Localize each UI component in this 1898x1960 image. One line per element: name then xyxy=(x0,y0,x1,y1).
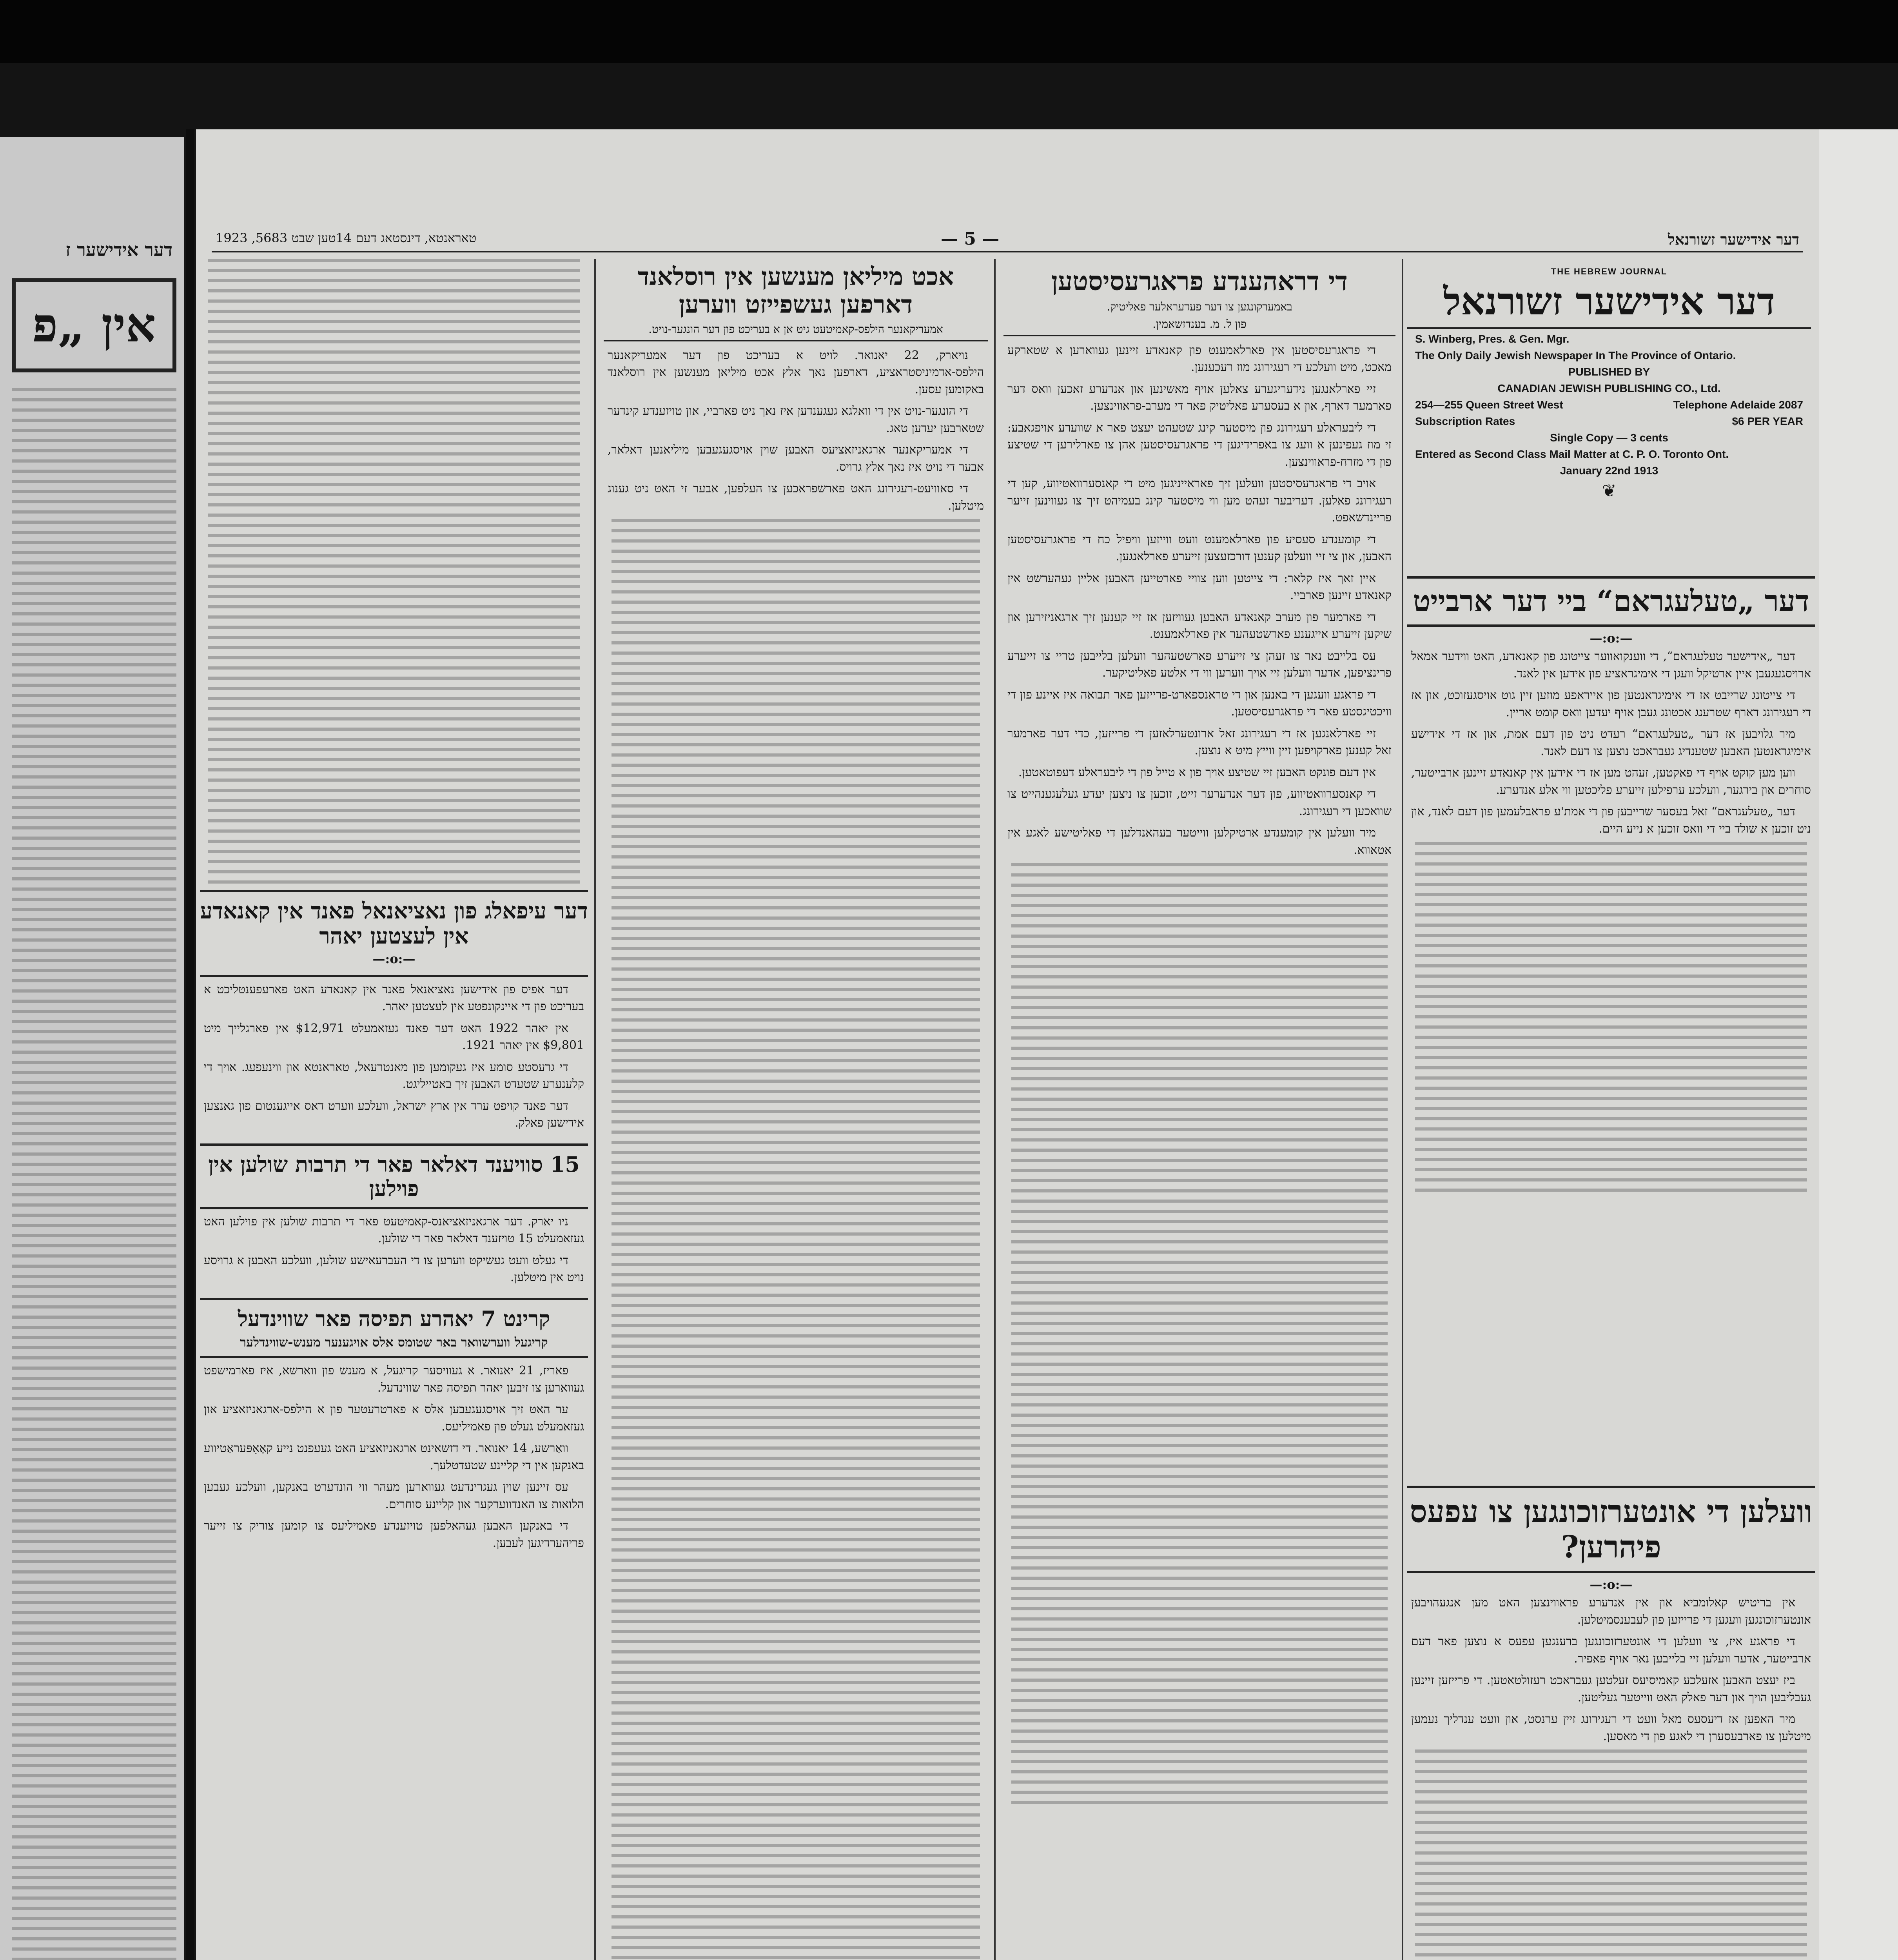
article-telegram xyxy=(1407,572,1815,1195)
paragraph: זיי פארלאנגען נידעריגערע צאלען אויף מאשינען און אנדערע זאכען וואס דער פארמער דארף, און א בעסערע פאליטיק פאר די מערב-פראווינצען. xyxy=(1007,382,1392,413)
paragraph: די ליבעראלע רעגירונג פון מיסטער קינג שטעהט יעצט פאר א שווערע אויפגאבע: זי מוז געפינען א וועג צו באפרידיגען די פראגרעסיסטען אהן צו פארלירען די שטיצע פון די מזרח-פראווינצען. xyxy=(1007,421,1392,469)
paragraph: אויב די פראגרעסיסטען וועלען זיך פאראייניגען מיט די קאנסערוואטיווע, קען די רעגירונג פאלען. דעריבער זעהט מען ווי מיסטער קינג בעמיהט זיך צו געווינען זייער פריינדשאפט. xyxy=(1007,477,1392,525)
masthead-rates-value: $6 PER YEAR xyxy=(1732,415,1803,427)
masthead-rates-label: Subscription Rates xyxy=(1415,415,1515,427)
paragraph: די אמעריקאנער ארגאניזאציעס האבען שוין אויסגעגעבען מיליאנען דאלאר, אבער די נויט איז נאך אלץ גרויס. xyxy=(608,443,984,474)
column-rule xyxy=(594,259,596,1960)
masthead-published-by: PUBLISHED BY xyxy=(1568,366,1650,378)
header-paper-name: דער אידישער זשורנאל xyxy=(1668,230,1799,248)
paragraph: אין בריטיש קאלומביא און אין אנדערע פראווינצען האט מען אנגעהויבען אונטערזוכונגען וועגען די פרייזען פון לעבענסמיטלען. xyxy=(1411,1596,1811,1627)
masthead-company: CANADIAN JEWISH PUBLISHING CO., Ltd. xyxy=(1497,382,1721,394)
running-header xyxy=(212,227,1803,252)
masthead-date: January 22nd 1913 xyxy=(1560,465,1658,477)
header-page-number: — 5 — xyxy=(941,229,1000,249)
article-telegram-body xyxy=(1407,648,1815,837)
paragraph: די פארמער פון מערב קאנאדע האבען געוויזען אז זיי קענען זיך ארגאניזירען און שיקען זייערע אייגענע פארשטעהער אין פארלאמענט. xyxy=(1007,610,1392,641)
paragraph: די באנקען האבען געהאלפען טויזענדע פאמיליעס צו קומען צוריק צו זייער פריהערדיגען לעבען. xyxy=(204,1519,584,1550)
article-progressives-byline: פון ל. מ. בענדזשאמין. xyxy=(1152,317,1247,330)
article-interventions-headline: וועלען די אונטערזוכונגען צו עפעס פיהרען? xyxy=(1410,1494,1813,1565)
header-date-line: טאראנטא, דינסטאג דעם 14טען שבט 5683, 1923 xyxy=(216,230,477,245)
paragraph: עס זיינען שוין געגרינדעט געווארען מעהר ווי הונדערט באנקען, וועלכע געבען הלואות צו האנדווערקער און קליינע סוחרים. xyxy=(204,1480,584,1511)
article-tarbut-schools-body xyxy=(200,1213,588,1286)
article-interventions-body xyxy=(1407,1594,1815,1745)
article-national-fund-headline: דער עיפאלג פון נאציאנאל פאנד אין קאנאדע אין לעצטען יאהר xyxy=(200,898,588,949)
masthead-ornament: ❦ xyxy=(1602,481,1617,501)
article-national-fund-body xyxy=(200,981,588,1132)
masthead-editor: S. Winberg, Pres. & Gen. Mgr. xyxy=(1415,333,1570,345)
paragraph: וואַרשע, 14 יאנואר. די דזשאינט ארגאניזאציע האט געעפנט נייע קאָאָפּעראַטיווע באנקען אין די קליינע שטעדטלעך. xyxy=(204,1441,584,1472)
column-top-text xyxy=(208,259,580,886)
column-famine xyxy=(604,259,988,1960)
paragraph: זיי פארלאנגען אז די רעגירונג זאל ארונטערלאזען די פרייזען, כדי דער פארמער זאל קענען פארקויפען זיין ווייץ מיט א נוצען. xyxy=(1007,726,1392,758)
paragraph: אין דעם פונקט האבען זיי שטיצע אויך פון א טייל פון די ליבעראלע דעפוטאטען. xyxy=(1018,765,1376,779)
paragraph: אין יאהר 1922 האט דער פאנד געזאמעלט $12,971 אין פארגלייך מיט $9,801 אין יאהר 1921. xyxy=(204,1021,584,1053)
article-swindle-body xyxy=(200,1362,588,1552)
article-interventions-continuation xyxy=(1415,1749,1807,1960)
article-famine-body xyxy=(604,347,988,515)
paragraph: די פראגע איז, צי וועלען די אונטערזוכונגען ברענגען עפעס א נוצען פאר דעם ארבייטער, אדער וועלען זיי בלייבען נאר אויף פאפיר. xyxy=(1411,1635,1811,1666)
article-progressives-continuation xyxy=(1011,863,1388,1804)
paragraph: פאריז, 21 יאנואר. א געוויסער קריגעל, א מענש פון ווארשא, איז פארמישפט געווארען צו זיבען יאהר תפיסה פאר שווינדעל. xyxy=(204,1364,584,1395)
adjacent-page-fragment xyxy=(0,137,184,1960)
paragraph: דער פאנד קויפט ערד אין ארץ ישראל, וועלכע ווערט דאס אייגענטום פון גאנצען אידישען פאלק. xyxy=(204,1099,584,1130)
paragraph: די געלט וועט געשיקט ווערען צו די העברעאישע שולען, וועלכע האבען א גרויסע נויט אין מיטלען. xyxy=(204,1253,584,1285)
article-famine-subtitle: אמעריקאנער הילפס-קאמיטעט גיט אן א בעריכט פון דער הונגער-נויט. xyxy=(648,322,943,336)
article-swindle-subheadline: קריגעל ווערשוואר באר שטומס אלס אויגענער מענש-שווינדלער xyxy=(240,1335,548,1350)
masthead-hebrew-title: דער אידישער זשורנאל xyxy=(1407,279,1811,329)
paragraph: דער „טעלעגראם“ זאל בעסער שרייבען פון די אמת'ע פראבלעמען פון דעם לאנד, און ניט זוכען א שולד ביי די וואס זוכען א נייע היים. xyxy=(1411,805,1811,836)
masthead-contact-row xyxy=(1415,399,1803,411)
paragraph: די הונגער-נויט אין די וואלגא געגענדען איז נאך ניט פארביי, און טויזענדע קינדער שטארבען יעדען טאג. xyxy=(608,404,984,435)
paragraph: ער האט זיך אויסגעגעבען אלס א פארטרעטער פון א הילפס-ארגאניזאציע און געזאמעלט געלט פון פאמיליעס. xyxy=(204,1403,584,1434)
masthead-telephone: Telephone Adelaide 2087 xyxy=(1673,399,1803,411)
article-tarbut-schools xyxy=(200,1143,588,1209)
scan-right-margin xyxy=(1819,129,1898,1960)
paragraph: די קומענדע סעסיע פון פארלאמענט וועט ווייזען וויפיל כח די פראגרעסיסטען האבען, און צי זיי וועלען קענען דורכזעצען זייערע פארלאנגען. xyxy=(1007,532,1392,564)
paragraph: ביז יעצט האבען אזעלכע קאמיסיעס זעלטען געבראכט רעזולטאטען. די פרייזען זיינען געבליבען הויך און דער פאלק האט ווייטער געליטען. xyxy=(1411,1673,1811,1704)
paragraph: ניו יארק. דער ארגאניזאציאנס-קאמיטעט פאר די תרבות שולען אין פוילען האט געזאמעלט 15 טויזענד דאלאר פאר די שולען. xyxy=(204,1214,584,1246)
article-interventions xyxy=(1407,1482,1815,1960)
column-news-briefs xyxy=(200,259,588,1960)
masthead-english-title: THE HEBREW JOURNAL xyxy=(1551,267,1668,276)
paragraph: דער „אידישער טעלעגראם“, די ווענקואווער צייטונג פון קאנאדע, האט ווידער אמאל ארויסגעגעבן איין ארטיקל וועגן די אימיגראציע פון אידען אין לאנד. xyxy=(1411,650,1811,681)
masthead-entered: Entered as Second Class Mail Matter at C. P. O. Toronto Ont. xyxy=(1415,448,1729,460)
column-rule xyxy=(994,259,996,1960)
article-national-fund-separator: —:o:— xyxy=(372,951,416,966)
scan-dark-border xyxy=(0,0,1898,63)
article-national-fund xyxy=(200,890,588,977)
paragraph: די צייטונג שרייבט אז די אימיגראנטען פון אייראפע מוזען זיין גוט אויסגעזוכט, און אז די רעגירונג דארף שטרענג אכטונג געבן אויף יעדען וואס קומט אריין. xyxy=(1411,688,1811,719)
paragraph: מיר גלויבען אז דער „טעלעגראם“ רעדט ניט פון דעם אמת, און אז די אידישע אימיגראנטען האבען שטענדיג געבראכט נוצען צו דעם לאנד. xyxy=(1411,727,1811,758)
newspaper-page xyxy=(196,129,1819,1960)
article-famine-headline: אכט מיליאן מענשען אין רוסלאנד דארפען געשפייזט ווערען xyxy=(637,262,954,319)
column-rule xyxy=(1402,259,1403,1960)
masthead-single-copy: Single Copy — 3 cents xyxy=(1550,432,1668,444)
adjacent-page-boxed-headline: אין „פ xyxy=(12,278,176,372)
paragraph: עס בלייבט נאר צו זעהן צי זייערע פארשטעהער וועלען בלייבען טריי צו זייערע פרינציפען, אדער וועלען זיי אויך ווערען ווי די אלטע פאליטיקער. xyxy=(1007,649,1392,680)
article-swindle xyxy=(200,1298,588,1358)
paragraph: די פראגרעסיסטען אין פארלאמענט פון קאנאדע זיינען געווארען א שטארקע מאכט, מיט וועלכע די רעגירונג מוז רעכענען. xyxy=(1007,343,1392,374)
article-telegram-headline: דער „טעלעגראם“ ביי דער ארבייט xyxy=(1413,584,1809,618)
article-swindle-headline: קרינט 7 יאהרע תפיסה פאר שווינדעל xyxy=(238,1306,550,1331)
article-progressives-headline: די דראהענדע פראגרעסיסטען xyxy=(1051,266,1348,296)
article-telegram-continuation xyxy=(1415,842,1807,1195)
masthead-tagline: The Only Daily Jewish Newspaper In The Province of Ontario. xyxy=(1415,349,1736,361)
paragraph: מיר וועלען אין קומענדע ארטיקלען ווייטער בעהאנדלען די פאליטישע לאגע אין אטאווא. xyxy=(1007,826,1392,857)
paragraph: די פראגע וועגען די באנען און די טראנספארט-פרייזען פאר תבואה איז איינע פון די וויכטיגסטע פאר די פראגרעסיסטען. xyxy=(1007,688,1392,719)
article-tarbut-schools-headline: 15 סוויענד דאלאר פאר די תרבות שולען אין פוילען xyxy=(208,1151,580,1201)
article-famine-continuation xyxy=(611,519,980,1960)
masthead-address: 254—255 Queen Street West xyxy=(1415,399,1563,411)
article-progressives-body xyxy=(1003,342,1395,859)
masthead xyxy=(1407,259,1811,561)
article-progressives-subtitle: באמערקונגען צו דער פעדעראלער פאליטיק. xyxy=(1107,300,1292,313)
paragraph: ווען מען קוקט אויף די פאקטען, זעהט מען אז די אידען אין קאנאדע זיינען ארבייטער, סוחרים און בירגער, וועלכע ערפילען זייערע פליכטען ווי אלע אנדערע. xyxy=(1411,766,1811,797)
masthead-rates-row xyxy=(1415,415,1803,428)
paragraph: איין זאך איז קלאר: די צייטען ווען צוויי פארטייען האבען אליין געהערשט אין קאנאדע זיינען פארביי. xyxy=(1007,571,1392,603)
article-telegram-separator: —:o:— xyxy=(1590,631,1633,646)
adjacent-page-text xyxy=(12,388,176,1960)
paragraph: די קאנסערוואטיווע, פון דער אנדערער זייט, זוכען צו ניצען יעדע געלעגענהייט צו שוואכען די רעגירונג. xyxy=(1007,787,1392,818)
paragraph: מיר האפען אז דיעסעס מאל וועט די רעגירונג זיין ערנסט, און וועט ענדליך נעמען מיטלען צו פארבעסערן די לאגע פון די מאסען. xyxy=(1411,1712,1811,1743)
paragraph: די גרעסטע סומע איז געקומען פון מאנטרעאל, טאראנטא און ווינעפעג. אויך די קלענערע שטעדט האבען זיך באטייליגט. xyxy=(204,1060,584,1091)
adjacent-page-header: דער אידישער ז xyxy=(65,239,172,260)
page-gutter xyxy=(186,129,194,1960)
paragraph: נויארק, 22 יאנואר. לויט א בעריכט פון דער אמעריקאנער הילפס-אדמיניסטראציע, דארפען נאך אלץ אכט מיליאן מענשען אין רוסלאנד באקומען עסען. xyxy=(608,348,984,396)
article-interventions-separator: —:o:— xyxy=(1590,1577,1633,1592)
paragraph: די סאוויעט-רעגירונג האט פארשפראכען צו העלפען, אבער זי האט ניט גענוג מיטלען. xyxy=(608,482,984,513)
column-progressives xyxy=(1003,259,1395,1960)
paragraph: דער אפיס פון אידישען נאציאנאל פאנד אין קאנאדע האט פארעפענטליכט א בעריכט פון די איינקונפטע אין לעצטען יאהר. xyxy=(204,982,584,1014)
column-editorial xyxy=(1407,259,1815,1960)
